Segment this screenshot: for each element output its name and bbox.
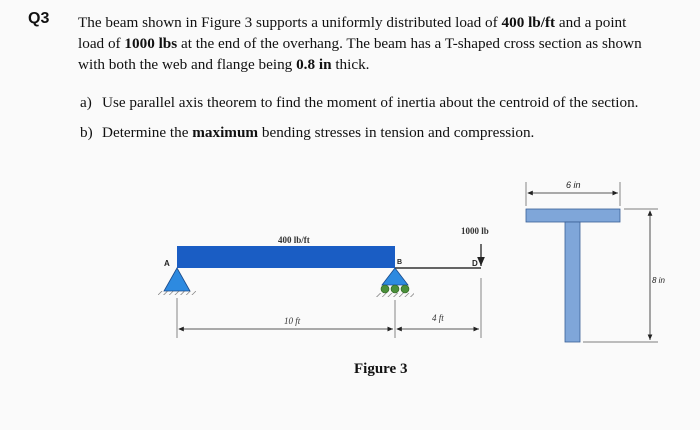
point-load-label: 1000 lb bbox=[461, 226, 489, 236]
figure-caption: Figure 3 bbox=[354, 361, 408, 377]
point-a-label: A bbox=[164, 259, 170, 268]
question-number: Q3 bbox=[28, 10, 50, 27]
roller-support-b bbox=[376, 268, 414, 297]
t-flange bbox=[526, 209, 620, 222]
intro-line-2: load of 1000 lbs at the end of the overhang. The beam has a T-shaped cross section as shown bbox=[78, 35, 642, 52]
beam-span bbox=[177, 246, 395, 268]
flange-width-label: 6 in bbox=[566, 180, 581, 190]
intro-line-1: The beam shown in Figure 3 supports a uniformly distributed load of 400 lb/ft and a point bbox=[78, 14, 627, 31]
span-dimension bbox=[177, 278, 481, 338]
section-dimensions bbox=[526, 182, 658, 342]
part-a: a) Use parallel axis theorem to find the moment of inertia about the centroid of the section. bbox=[80, 94, 639, 111]
pin-support-a bbox=[158, 268, 196, 295]
point-b-label: B bbox=[397, 259, 403, 266]
intro-line-3: with both the web and flange being 0.8 in thick. bbox=[78, 56, 370, 73]
t-section bbox=[526, 209, 620, 342]
udl-label: 400 lb/ft bbox=[278, 235, 310, 245]
part-b: b) Determine the maximum bending stresses in tension and compression. bbox=[80, 124, 535, 141]
span-label: 10 ft bbox=[284, 316, 301, 326]
overhang-label: 4 ft bbox=[432, 313, 444, 323]
point-d-label: D bbox=[472, 259, 478, 268]
t-web bbox=[565, 222, 580, 342]
depth-label: 8 in bbox=[652, 276, 665, 285]
